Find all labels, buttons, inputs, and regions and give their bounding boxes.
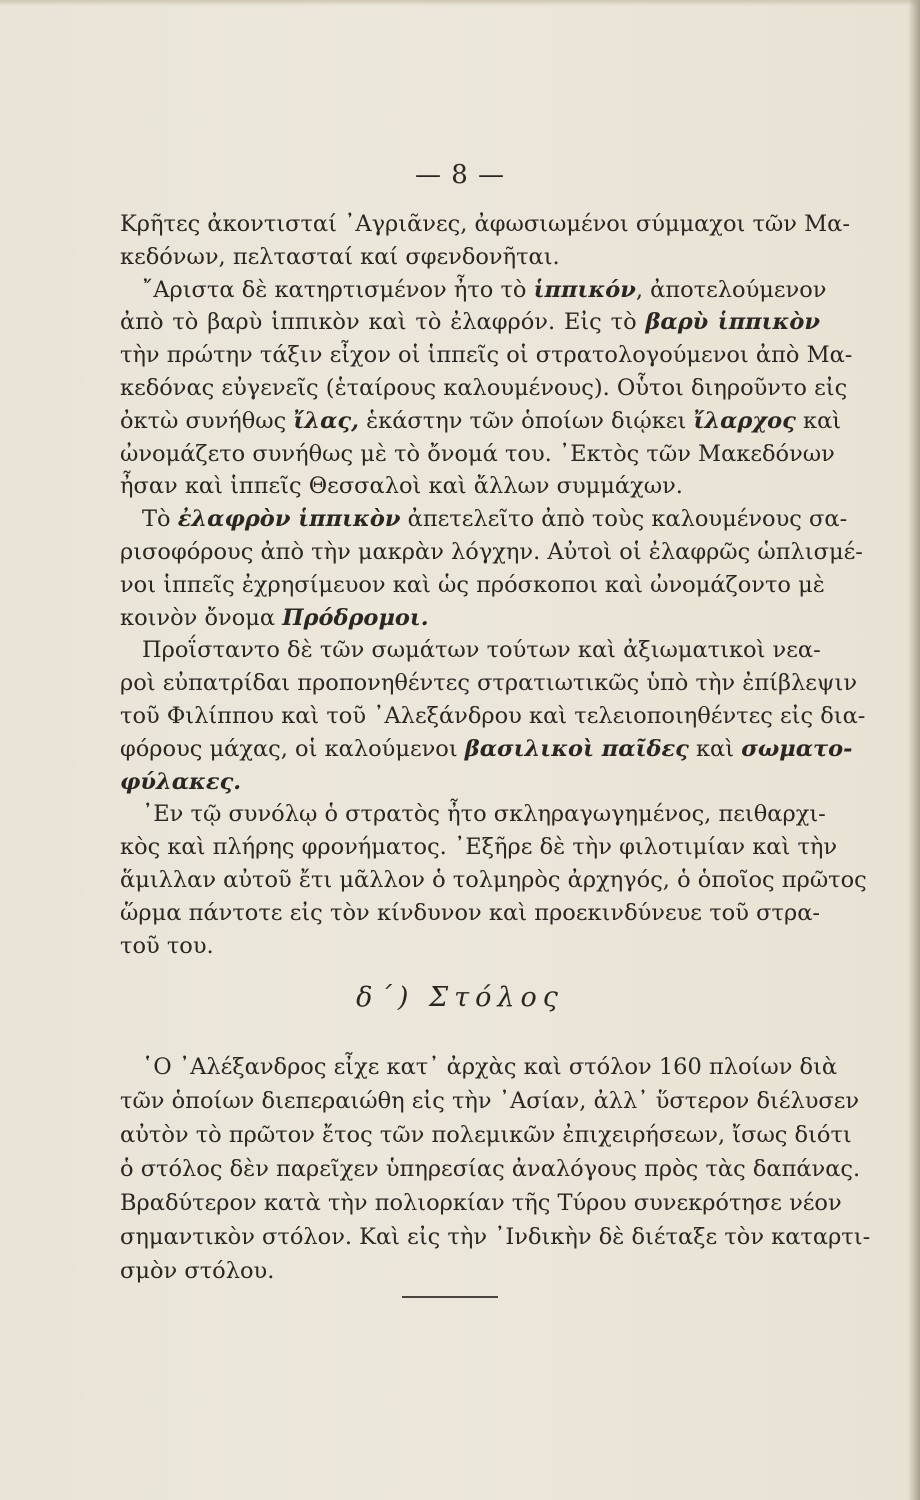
- text-span: τὴν πρώτην τάξιν εἶχον οἱ ἱππεῖς οἱ στρατολογούμενοι ἀπὸ Μα-: [120, 342, 853, 369]
- text-line: [120, 569, 825, 602]
- text-line: [120, 831, 838, 864]
- text-line: [120, 372, 848, 405]
- emphasized-term: ἱππικόν: [533, 276, 636, 303]
- text-span: τοῦ του.: [120, 932, 214, 959]
- emphasized-term: φύλακες.: [120, 768, 242, 795]
- page-number: — 8 —: [414, 160, 506, 190]
- text-span: Κρῆτες ἀκοντισταί ᾿Αγριᾶνες, ἀφωσιωμένοι σύμμαχοι τῶν Μα-: [120, 211, 850, 237]
- emphasized-term: βαρὺ ἱππικὸν: [645, 309, 820, 336]
- text-span: ἀπετελεῖτο ἀπὸ τοὺς καλουμένους σα-: [400, 506, 848, 533]
- text-span: Τὸ: [142, 506, 178, 533]
- text-line: [120, 700, 866, 733]
- text-line: [120, 405, 842, 438]
- text-line: [120, 1220, 871, 1254]
- text-span: τῶν ὁποίων διεπεραιώθη εἰς τὴν ᾿Ασίαν, ἀλλ᾿ ὕστερον διέλυσεν: [120, 1088, 860, 1114]
- text-span: , ἀποτελούμενον: [635, 276, 827, 303]
- text-span: Βραδύτερον κατὰ τὴν πολιορκίαν τῆς Τύρου συνεκρότησε νέον: [120, 1190, 842, 1216]
- text-line: [120, 1118, 852, 1152]
- text-span: ἀπὸ τὸ βαρὺ ἱππικὸν καὶ τὸ ἐλαφρόν. Εἰς τὸ: [120, 309, 646, 336]
- text-span: ἅμιλλαν αὐτοῦ ἔτι μᾶλλον ὁ τολμηρὸς ἀρχηγός, ὁ ὁποῖος πρῶτος: [120, 866, 867, 893]
- text-line: [120, 602, 820, 635]
- text-span: ὥρμα πάντοτε εἰς τὸν κίνδυνον καὶ προεκινδύνευε τοῦ στρα-: [120, 899, 820, 926]
- text-span: ὠνομάζετο συνήθως μὲ τὸ ὄνομά του. ᾿Εκτὸς τῶν Μακεδόνων: [120, 440, 835, 467]
- text-span: σημαντικὸν στόλον. Καὶ εἰς τὴν ᾿Ινδικὴν δὲ διέταξε τὸν καταρτι-: [120, 1224, 871, 1250]
- text-line: [120, 1050, 838, 1084]
- emphasized-term: ἴλας,: [293, 407, 359, 434]
- text-line: [120, 1152, 861, 1186]
- text-span: κὸς καὶ πλήρης φρονήματος. ᾿Εξῆρε δὲ τὴν φιλοτιμίαν καὶ τὴν: [120, 834, 838, 861]
- text-line: [120, 733, 853, 766]
- text-span: ρισοφόρους ἀπὸ τὴν μακρὰν λόγχην. Αὐτοὶ οἱ ἐλαφρῶς ὡπλισμέ-: [120, 538, 863, 565]
- text-line: [120, 634, 820, 667]
- text-span: ῾Ο ᾿Αλέξανδρος εἶχε κατ᾿ ἀρχὰς καὶ στόλον 160 πλοίων διὰ: [142, 1054, 838, 1080]
- text-line: [120, 798, 826, 831]
- text-span: φόρους μάχας, οἱ καλούμενοι: [120, 735, 465, 762]
- text-line: [120, 897, 820, 930]
- text-line: [120, 503, 848, 536]
- text-span: κεδόνας εὐγενεῖς (ἑταίρους καλουμένους). Οὗτοι διηροῦντο εἰς: [120, 374, 848, 401]
- text-line: [120, 339, 853, 372]
- text-span: ἦσαν καὶ ἱππεῖς Θεσσαλοὶ καὶ ἄλλων συμμάχων.: [120, 473, 683, 500]
- text-span: καὶ: [795, 407, 842, 434]
- text-line: [120, 208, 850, 241]
- text-line: [120, 667, 858, 700]
- text-span: σμὸν στόλου.: [120, 1258, 275, 1284]
- section-heading: δ΄) Στόλος: [356, 982, 564, 1013]
- text-span: κεδόνων, πελτασταί καί σφενδονῆται.: [120, 243, 560, 270]
- text-span: ροὶ εὐπατρίδαι προπονηθέντες στρατιωτικῶς ὑπὸ τὴν ἐπίβλεψιν: [120, 670, 858, 697]
- text-span: νοι ἱππεῖς ἐχρησίμευον καὶ ὡς πρόσκοποι καὶ ὠνομάζοντο μὲ: [120, 571, 825, 598]
- text-span: ὁ στόλος δὲν παρεῖχεν ὑπηρεσίας ἀναλόγους πρὸς τὰς δαπάνας.: [120, 1156, 861, 1182]
- text-line: [120, 274, 827, 307]
- text-line: [120, 1254, 820, 1288]
- text-line: [120, 930, 820, 963]
- page-binding-shadow: [908, 0, 920, 1500]
- emphasized-term: ἴλαρχος: [693, 407, 796, 434]
- text-span: ῎Αριστα δὲ κατηρτισμένον ἦτο τὸ: [142, 276, 534, 303]
- text-span: αὐτὸν τὸ πρῶτον ἔτος τῶν πολεμικῶν ἐπιχειρήσεων, ἴσως διότι: [120, 1122, 852, 1148]
- end-rule: [402, 1296, 498, 1298]
- text-span: ᾿Εν τῷ συνόλῳ ὁ στρατὸς ἦτο σκληραγωγημένος, πειθαρχι-: [142, 801, 826, 828]
- text-span: ὀκτὼ συνήθως: [120, 407, 294, 434]
- army-text-section: [120, 208, 867, 962]
- text-span: Προΐσταντο δὲ τῶν σωμάτων τούτων καὶ ἀξιωματικοὶ νεα-: [142, 637, 821, 664]
- text-line: [120, 470, 820, 503]
- text-line: [120, 536, 863, 569]
- text-line: [120, 1084, 860, 1118]
- emphasized-term: βασιλικοὶ παῖδες: [464, 735, 689, 762]
- text-line: [120, 766, 820, 799]
- page-top-edge: [0, 0, 920, 6]
- text-span: καὶ: [688, 735, 742, 762]
- text-span: κοινὸν ὄνομα: [120, 604, 283, 631]
- text-line: [120, 241, 820, 274]
- text-line: [120, 1186, 842, 1220]
- text-line: [120, 438, 835, 471]
- text-line: [120, 306, 820, 339]
- text-line: [120, 864, 867, 897]
- text-span: ἑκάστην τῶν ὁποίων διῴκει: [358, 407, 694, 434]
- emphasized-term: ἐλαφρὸν ἱππικὸν: [177, 506, 401, 533]
- emphasized-term: Πρόδρομοι.: [282, 604, 429, 631]
- emphasized-term: σωματο-: [741, 735, 853, 762]
- text-span: τοῦ Φιλίππου καὶ τοῦ ᾿Αλεξάνδρου καὶ τελειοποιηθέντες εἰς δια-: [120, 702, 866, 729]
- fleet-text-section: [120, 1050, 871, 1288]
